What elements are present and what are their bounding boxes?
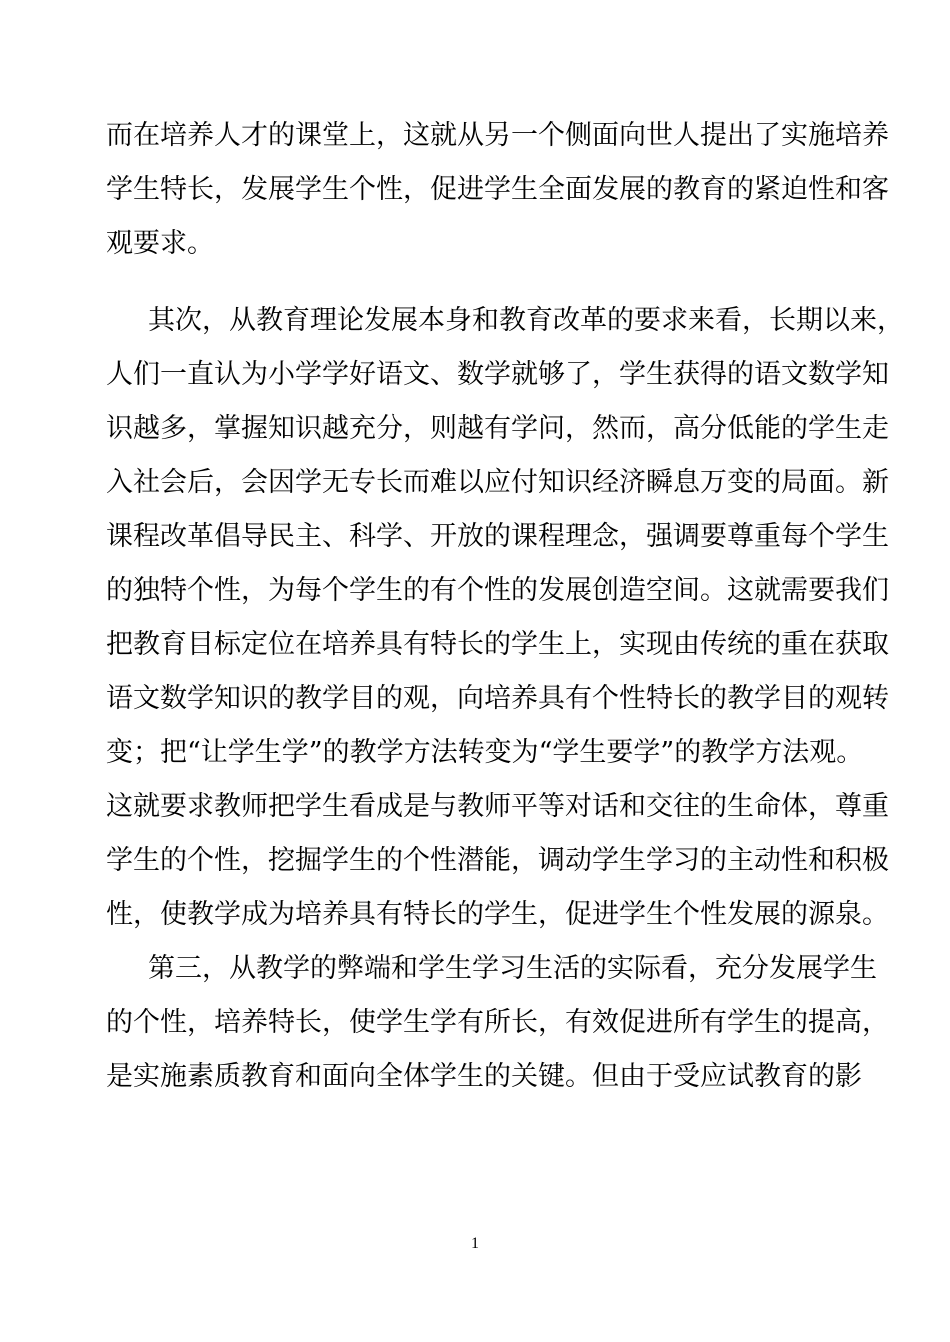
text-line: 的个性，培养特长，使学生学有所长，有效促进所有学生的提高， [106,1007,889,1038]
text-line: 语文数学知识的教学目的观，向培养具有个性特长的教学目的观转 [106,683,889,714]
text-line: 课程改革倡导民主、科学、开放的课程理念，强调要尊重每个学生 [106,521,889,552]
text-line: 变；把“让学生学”的教学方法转变为“学生要学”的教学方法观。 [106,737,864,768]
text-line: 识越多，掌握知识越充分，则越有学问，然而，高分低能的学生走 [106,413,889,444]
text-line: 观要求。 [106,228,214,259]
text-line: 把教育目标定位在培养具有特长的学生上，实现由传统的重在获取 [106,629,889,660]
paragraph-first-line: 第三，从教学的弊端和学生学习生活的实际看，充分发展学生 [148,953,877,984]
text-line: 人们一直认为小学学好语文、数学就够了，学生获得的语文数学知 [106,359,889,390]
paragraph-first-line: 其次，从教育理论发展本身和教育改革的要求来看，长期以来， [148,305,904,336]
text-line: 学生特长，发展学生个性，促进学生全面发展的教育的紧迫性和客 [106,174,889,205]
page-number: 1 [471,1235,479,1252]
text-line: 的独特个性，为每个学生的有个性的发展创造空间。这就需要我们 [106,575,889,606]
text-line: 性，使教学成为培养具有特长的学生，促进学生个性发展的源泉。 [106,899,889,930]
text-line: 入社会后，会因学无专长而难以应付知识经济瞬息万变的局面。新 [106,467,889,498]
text-line: 学生的个性，挖掘学生的个性潜能，调动学生学习的主动性和积极 [106,845,889,876]
text-line: 而在培养人才的课堂上，这就从另一个侧面向世人提出了实施培养 [106,120,889,151]
text-line: 是实施素质教育和面向全体学生的关键。但由于受应试教育的影 [106,1061,862,1092]
text-line: 这就要求教师把学生看成是与教师平等对话和交往的生命体，尊重 [106,791,889,822]
